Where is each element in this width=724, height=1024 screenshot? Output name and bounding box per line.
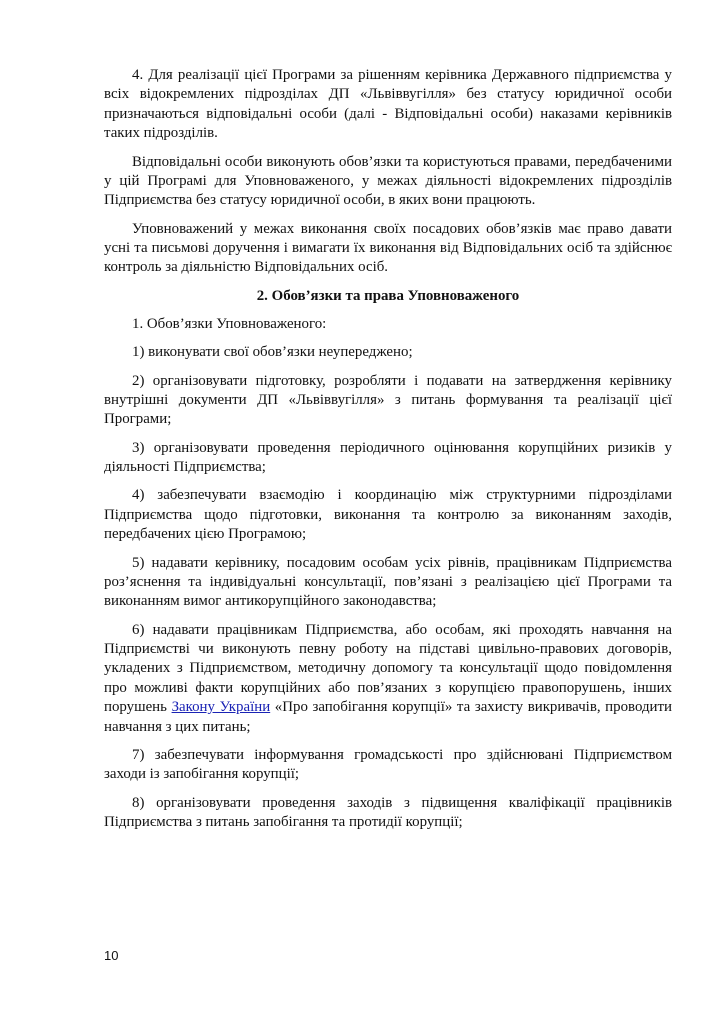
paragraph-responsible-persons-appointment: 4. Для реалізації цієї Програми за рішенням керівника Державного підприємства у всіх відокремлених підрозділах ДП «Львіввугілля» без статусу юридичної особи призначаються відповідальні особи (далі - Відповідальні особи) наказами керівників таких підрозділів.: [104, 67, 672, 142]
duty-item-7: 7) забезпечувати інформування громадськості про здійснювані Підприємством заходи із запобігання корупції;: [104, 746, 672, 783]
paragraph-responsible-persons-duties: Відповідальні особи виконують обов’язки та користуються правами, передбаченими у цій Програмі для Уповноваженого, у межах діяльності відокремлених підрозділів Підприємства без статусу юридичної особи, в яких вони працюють.: [104, 153, 672, 209]
duty-item-4: 4) забезпечувати взаємодію і координацію між структурними підрозділами Підприємства щодо підготовки, виконання та контролю за виконанням заходів, передбачених цією Програмою;: [104, 487, 672, 543]
page-number: 10: [104, 948, 119, 963]
duty-item-5: 5) надавати керівнику, посадовим особам усіх рівнів, працівникам Підприємства роз’яснення та індивідуальні консультації, пов’язані з реалізацією цієї Програми та виконанням вимог антикорупційного законодавства;: [104, 554, 672, 610]
duties-title: 1. Обов’язки Уповноваженого:: [132, 316, 327, 333]
duty-item-3: 3) організовувати проведення періодичного оцінювання корупційних ризиків у діяльності Підприємства;: [104, 439, 672, 476]
paragraph-authorized-person-rights: Уповноважений у межах виконання своїх посадових обов’язків має право давати усні та письмові доручення і вимагати їх виконання від Відповідальних осіб та здійснює контроль за діяльністю Відповідальних осіб.: [104, 220, 672, 276]
duty-item-6: [104, 621, 672, 737]
duty-item-6-text-end: «Про запобігання корупції» та захисту викривачів, проводити навчання з цих питань;: [104, 699, 673, 735]
section-heading: 2. Обов’язки та права Уповноваженого: [256, 287, 520, 304]
document-page: [104, 66, 672, 841]
duty-item-8: 8) організовувати проведення заходів з підвищення кваліфікації працівників Підприємства з питань запобігання та протидії корупції;: [104, 794, 672, 831]
law-of-ukraine-link[interactable]: Закону України: [171, 699, 271, 716]
duty-item-6-text: 6) надавати працівникам Підприємства, або особам, які проходять навчання на Підприємстві чи виконують певну роботу на підставі цивільно-правових договорів, укладених з Підприємством, методичну допомогу та консультації щодо повідомлення про можливі факти корупційних або пов’язаних з корупцією правопорушень, інших порушень: [104, 621, 672, 716]
duty-item-1: 1) виконувати свої обов’язки неупереджено;: [132, 344, 413, 361]
duty-item-2: 2) організовувати підготовку, розробляти і подавати на затвердження керівнику внутрішні документи ДП «Львіввугілля» з питань формування та реалізації цієї Програми;: [104, 372, 672, 428]
